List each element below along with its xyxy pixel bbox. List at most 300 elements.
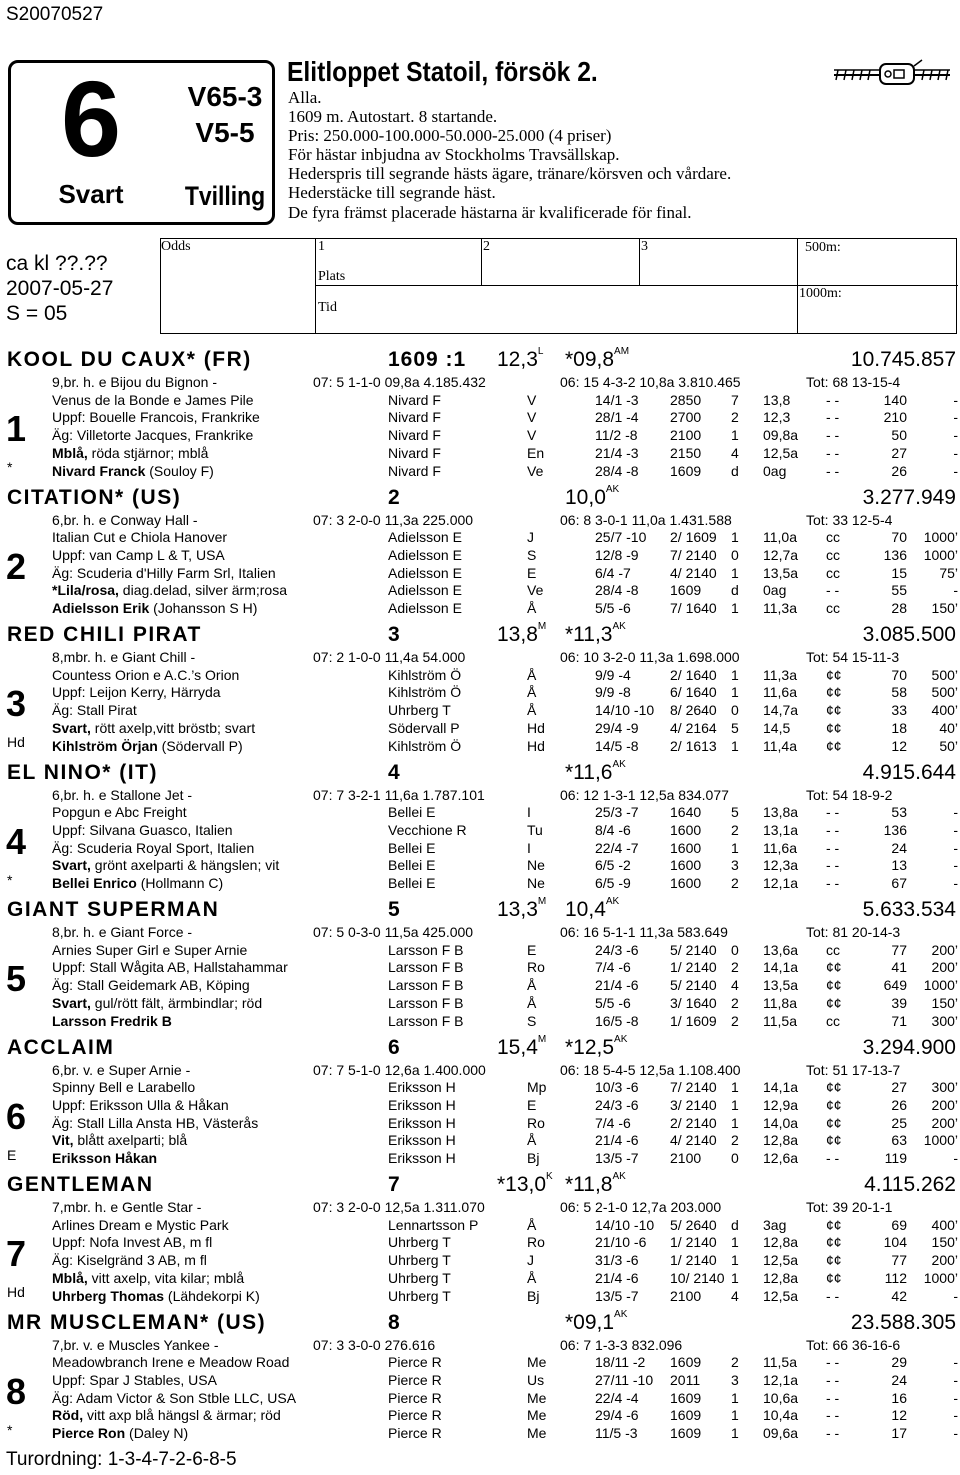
start-date: 8/4 -6 (595, 821, 631, 838)
start-shoes: - - (826, 821, 840, 838)
start-odds: 112 (884, 1269, 907, 1286)
start-odds: 53 (891, 804, 907, 821)
start-date: 28/4 -8 (595, 582, 639, 599)
horse-block (0, 1173, 960, 1311)
start-odds: 58 (891, 684, 907, 701)
start-track: Bj (527, 1287, 540, 1304)
start-distance: 7/ 1640 (670, 600, 717, 616)
start-odds: 70 (891, 666, 907, 683)
start-shoes: - - (826, 582, 840, 599)
info-line (52, 1288, 260, 1304)
start-date: 13/5 -7 (595, 1150, 639, 1166)
race-code: S20070527 (6, 4, 104, 25)
start-placing: 1 (731, 1389, 739, 1406)
start-distance: 2150 (670, 444, 702, 461)
best-auto-time (565, 1173, 626, 1197)
start-distance: 2/ 2140 (670, 1114, 717, 1131)
start-track: Å (527, 600, 537, 616)
condition-line: För hästar inbjudna av Stockholms Travsällskap. (288, 145, 620, 164)
start-time: 12,8a (763, 1132, 799, 1149)
post-distance: 2 (388, 485, 401, 509)
start-track: S (527, 1012, 537, 1029)
record-time (497, 1173, 553, 1197)
info-line (52, 942, 247, 958)
start-time: 14,1a (763, 1079, 799, 1096)
start-track: V (527, 427, 537, 444)
start-placing: 1 (731, 427, 739, 444)
info-text: vitt axp blå hängsl & ärmar; röd (83, 1407, 281, 1424)
info-line (52, 1079, 195, 1095)
total-earnings: 4.915.644 (862, 760, 956, 784)
record-time-suffix: L (537, 346, 544, 357)
info-text: Uppf: Eriksson Ulla & Håkan (52, 1096, 229, 1113)
best-auto-time-suffix: AK (612, 758, 626, 770)
info-text: Äg: Stall Lilla Ansta HB, Västerås (52, 1114, 259, 1131)
start-driver: Pierce R (388, 1425, 442, 1441)
record-time-value: *13,0 (497, 1173, 547, 1196)
start-date: 31/3 -6 (595, 1252, 639, 1269)
start-date: 21/4 -6 (595, 1132, 639, 1149)
shoe-code: Hd (7, 1284, 25, 1300)
start-distance: 7/ 2140 (670, 1079, 717, 1096)
info-text: blått axelparti; blå (73, 1132, 188, 1149)
start-driver: Bellei E (388, 875, 436, 891)
start-distance: 1609 (670, 1425, 702, 1441)
info-text: Uppf: Stall Wågita AB, Hallstahammar (52, 959, 288, 976)
start-date: 10/3 -6 (595, 1079, 639, 1096)
start-date: 5/5 -6 (595, 994, 631, 1011)
lane-number: 3 (6, 683, 27, 724)
start-time: 12,5a (763, 1287, 799, 1304)
start-odds: 15 (891, 564, 907, 581)
lane-number: 4 (6, 820, 27, 862)
total-earnings: 23.588.305 (850, 1310, 956, 1334)
start-distance: 1609 (670, 1389, 702, 1406)
start-time: 14,7a (763, 702, 799, 719)
race-title: Elitloppet Statoil, försök 2. (287, 56, 598, 87)
info-text: Arlines Dream e Mystic Park (52, 1216, 229, 1233)
start-placing: 1 (731, 1079, 739, 1096)
start-prize: - (953, 1407, 958, 1424)
start-time: 11,6a (763, 684, 797, 701)
info-line (52, 995, 262, 1011)
start-prize: 200’ (931, 941, 958, 958)
start-driver: Uhrberg T (388, 1287, 451, 1304)
stats-total: Tot: 54 18-9-2 (806, 786, 893, 803)
start-prize: 150’ (931, 1234, 958, 1251)
start-track: Me (527, 1407, 547, 1424)
start-time: 12,3 (763, 409, 791, 426)
info-text: Venus de la Bonde e James Pile (52, 391, 254, 408)
start-track: I (527, 839, 531, 856)
start-distance: 2100 (670, 1150, 702, 1166)
start-time: 12,8a (763, 1234, 799, 1251)
start-track: S (527, 546, 537, 563)
start-prize: 400’ (931, 702, 958, 719)
lane-number: 1 (6, 408, 27, 449)
start-prize: 500’ (931, 684, 958, 701)
start-shoes: cc (826, 1012, 840, 1029)
start-distance: 4/ 2164 (670, 719, 717, 736)
start-time: 09,6a (763, 1425, 799, 1441)
start-track: En (527, 444, 545, 461)
start-distance: 3/ 1640 (670, 994, 717, 1011)
start-odds: 33 (891, 702, 907, 719)
start-shoes: ¢¢ (826, 1114, 842, 1131)
stats-total: Tot: 54 15-11-3 (806, 649, 900, 665)
start-distance: 1609 (670, 1407, 702, 1424)
info-text: Äg: Villetorte Jacques, Frankrike (52, 427, 254, 444)
stats-total: Tot: 51 17-13-7 (806, 1061, 901, 1078)
start-date: 29/4 -9 (595, 719, 639, 736)
start-odds: 210 (883, 409, 907, 426)
info-text: Countess Orion e A.C.’s Orion (52, 666, 240, 683)
result-table (160, 238, 957, 334)
start-prize: - (953, 857, 958, 874)
info-line (52, 565, 276, 581)
info-line (52, 374, 217, 390)
info-text: Uppf: Nofa Invest AB, m fl (52, 1234, 213, 1251)
start-driver: Kihlström Ö (388, 666, 462, 683)
start-prize: 400’ (931, 1216, 958, 1233)
info-text: Popgun e Abc Freight (52, 804, 187, 821)
start-shoes: ¢¢ (826, 977, 842, 994)
info-text: 8,br. h. e Giant Force - (52, 924, 193, 940)
place-1-label: 1 (318, 239, 325, 254)
info-line (52, 667, 239, 683)
start-prize: 1000’ (923, 1132, 958, 1149)
stats-current-year: 07: 5 1-1-0 09,8a 4.185.432 (313, 374, 486, 390)
start-placing: 1 (731, 1425, 739, 1441)
start-odds: 27 (891, 1079, 907, 1096)
stats-last-year: 06: 5 2-1-0 12,7a 203.000 (560, 1199, 722, 1215)
start-track: Å (527, 702, 537, 719)
start-time: 11,6a (763, 839, 797, 856)
info-line (52, 392, 254, 408)
start-track: J (527, 1252, 534, 1269)
start-driver: Vecchione R (388, 821, 467, 838)
info-text: (Daley N) (125, 1425, 189, 1441)
start-track: Ro (527, 1114, 545, 1131)
start-placing: 2 (731, 409, 739, 426)
start-driver: Larsson F B (388, 994, 464, 1011)
start-time: 13,6a (763, 941, 799, 958)
start-distance: 1600 (670, 839, 702, 856)
start-track: Å (527, 977, 537, 994)
start-distance: 1/ 2140 (670, 1234, 717, 1251)
info-text: Arnies Super Girl e Super Arnie (52, 941, 248, 958)
start-driver: Adielsson E (388, 546, 462, 563)
info-line (52, 445, 208, 461)
start-prize: 200’ (931, 1114, 958, 1131)
shoe-code: * (7, 459, 13, 475)
start-distance: 2700 (670, 409, 702, 426)
start-prize: - (953, 444, 958, 461)
info-text: Uppf: Silvana Guasco, Italien (52, 821, 233, 838)
start-date: 25/7 -10 (595, 529, 647, 546)
info-bold: Adielsson Erik (52, 600, 150, 616)
start-placing: 1 (731, 1269, 739, 1286)
start-shoes: ¢¢ (826, 1096, 842, 1113)
start-time: 10,6a (763, 1389, 799, 1406)
info-line (52, 547, 225, 563)
horse-name: GIANT SUPERMAN (7, 898, 220, 921)
info-line (52, 702, 137, 718)
start-shoes: ¢¢ (826, 666, 842, 683)
info-line (52, 875, 223, 891)
info-text: Uppf: Spar J Stables, USA (52, 1371, 217, 1388)
start-odds: 27 (891, 444, 907, 461)
start-shoes: cc (826, 564, 840, 581)
start-odds: 63 (891, 1132, 907, 1149)
record-time-suffix: K (546, 1171, 553, 1182)
best-auto-time (565, 898, 619, 922)
start-prize: - (953, 821, 958, 838)
start-driver: Uhrberg T (388, 702, 451, 719)
start-odds: 649 (883, 977, 907, 994)
info-text: 6,br. h. e Stallone Jet - (52, 786, 193, 803)
odds-label: Odds (161, 239, 191, 254)
shoe-code: E (7, 1146, 17, 1163)
start-time: 14,1a (763, 959, 799, 976)
start-time: 12,9a (763, 1096, 799, 1113)
info-line (52, 1062, 190, 1078)
start-odds: 77 (891, 1252, 907, 1269)
start-time: ca kl ??.?? (6, 252, 108, 275)
start-placing: 1 (731, 1234, 739, 1251)
start-date: 21/4 -6 (595, 977, 639, 994)
best-auto-time (565, 348, 629, 372)
info-text: Äg: Adam Victor & Son Stble LLC, USA (52, 1389, 297, 1406)
info-line (52, 529, 227, 545)
start-time: 12,3a (763, 857, 799, 874)
record-time-suffix: M (537, 621, 547, 632)
start-prize: - (953, 1371, 958, 1388)
start-shoes: ¢¢ (826, 1234, 842, 1251)
condition-line: Pris: 250.000-100.000-50.000-25.000 (4 priser) (288, 126, 612, 145)
start-driver: Eriksson H (388, 1150, 456, 1166)
start-shoes: - - (826, 409, 840, 426)
start-date: 25/3 -7 (595, 804, 639, 821)
condition-line: De fyra främst placerade hästarna är kvalificerade för final. (288, 203, 692, 222)
start-distance: 2/ 1613 (670, 737, 717, 754)
info-text: Meadowbranch Irene e Meadow Road (52, 1354, 290, 1371)
info-text: gul/rött fält, ärmbindlar; röd (90, 994, 263, 1011)
start-odds: 17 (891, 1425, 907, 1441)
start-placing: d (731, 582, 739, 599)
info-text: Uppf: Leijon Kerry, Härryda (52, 684, 221, 701)
info-bold: Pierce Ron (52, 1425, 126, 1441)
start-placing: 0 (731, 546, 739, 563)
total-earnings: 3.085.500 (862, 623, 956, 646)
start-date: 7/4 -6 (595, 1114, 631, 1131)
start-distance: 5/ 2640 (670, 1216, 717, 1233)
start-distance: 2/ 1640 (670, 666, 717, 683)
best-auto-time-value: *12,5 (565, 1035, 615, 1059)
start-prize: - (953, 409, 958, 426)
start-track: J (527, 529, 534, 546)
start-distance: 1609 (670, 1354, 702, 1371)
start-date: 14/1 -3 (595, 391, 639, 408)
info-line (52, 1372, 217, 1388)
start-odds: 39 (891, 994, 907, 1011)
info-line (52, 1234, 212, 1250)
stats-last-year: 06: 8 3-0-1 11,0a 1.431.588 (560, 511, 732, 528)
start-prize: - (953, 1425, 958, 1441)
start-shoes: ¢¢ (826, 1216, 842, 1233)
info-line (52, 1270, 244, 1286)
start-time: 11,3a (763, 600, 797, 616)
start-placing: 1 (731, 684, 739, 701)
start-date: 14/10 -10 (595, 1216, 655, 1233)
stats-current-year: 07: 3 3-0-0 276.616 (313, 1336, 436, 1353)
info-line (52, 463, 214, 479)
start-date: 16/5 -8 (595, 1012, 639, 1029)
start-distance: 2011 (670, 1371, 701, 1388)
start-track: Å (527, 1269, 537, 1286)
info-line (52, 840, 254, 856)
start-distance: 1609 (670, 582, 702, 599)
start-shoes: ¢¢ (826, 719, 842, 736)
start-date: 11/5 -3 (595, 1425, 638, 1441)
best-auto-time (565, 623, 626, 647)
stats-current-year: 07: 2 1-0-0 11,4a 54.000 (313, 649, 466, 665)
start-prize: 150’ (931, 600, 958, 616)
start-odds: 119 (884, 1150, 907, 1166)
best-auto-time-value: 10,4 (565, 898, 606, 921)
start-odds: 12 (891, 737, 907, 754)
game-type-v5: V5-5 (195, 117, 255, 148)
start-track: Us (527, 1371, 545, 1388)
post-distance: 7 (388, 1173, 401, 1196)
horse-block (0, 1308, 960, 1449)
info-line (52, 512, 198, 528)
start-date: 27/11 -10 (595, 1371, 654, 1388)
info-text: (Lähdekorpi K) (164, 1287, 260, 1304)
start-distance: 1600 (670, 875, 702, 891)
info-line (52, 924, 192, 940)
start-prize: 75’ (939, 564, 958, 581)
place-2-label: 2 (483, 239, 490, 254)
start-shoes: - - (826, 1371, 840, 1388)
start-track: V (527, 409, 537, 426)
info-line (52, 1407, 281, 1423)
start-placing: 4 (731, 1287, 739, 1304)
start-placing: 1 (731, 839, 739, 856)
info-line (52, 738, 243, 754)
info-text: Äg: Stall Geidemark AB, Köping (52, 977, 250, 994)
horse-name: EL NINO* (IT) (7, 760, 158, 784)
start-distance: 10/ 2140 (670, 1269, 725, 1286)
start-time: 12,1a (763, 875, 799, 891)
info-line (52, 977, 250, 993)
start-placing: 1 (731, 666, 739, 683)
start-prize: 1000’ (923, 546, 958, 563)
start-shoes: ¢¢ (826, 702, 842, 719)
info-line (52, 1354, 289, 1370)
start-prize: - (953, 582, 958, 599)
horse-block (0, 758, 960, 899)
info-text: 7,br. v. e Muscles Yankee - (52, 1336, 219, 1353)
start-placing: 1 (731, 1114, 739, 1131)
start-distance: 7/ 2140 (670, 546, 717, 563)
info-line (52, 787, 192, 803)
start-placing: 2 (731, 1132, 739, 1149)
start-driver: Kihlström Ö (388, 737, 462, 754)
start-date: 12/8 -9 (595, 546, 639, 563)
start-driver: Nivard F (388, 444, 441, 461)
start-distance: 1600 (670, 821, 702, 838)
start-track: Ve (527, 582, 544, 599)
info-line (52, 600, 257, 616)
start-placing: 1 (731, 1252, 739, 1269)
start-driver: Uhrberg T (388, 1252, 451, 1269)
stats-last-year: 06: 10 3-2-0 11,3a 1.698.000 (560, 649, 740, 665)
start-placing: 1 (731, 529, 739, 546)
best-auto-time (565, 1033, 628, 1060)
start-date: 13/5 -7 (595, 1287, 639, 1304)
start-shoes: ¢¢ (826, 1269, 842, 1286)
start-prize: 500’ (931, 666, 958, 683)
start-time: 12,8a (763, 1269, 799, 1286)
starting-gate-icon (832, 58, 952, 92)
record-time-value: 12,3 (497, 348, 538, 371)
start-track: E (527, 564, 537, 581)
info-text: 8,mbr. h. e Giant Chill - (52, 649, 196, 665)
start-date: 21/4 -3 (595, 444, 639, 461)
start-odds: 42 (891, 1287, 907, 1304)
start-odds: 26 (891, 462, 907, 479)
best-auto-time-suffix: AK (614, 1033, 628, 1045)
best-auto-time-suffix: AM (614, 346, 630, 357)
start-shoes: ¢¢ (826, 1132, 842, 1149)
start-driver: Adielsson E (388, 600, 462, 616)
start-time: 14,5 (763, 719, 791, 736)
start-driver: Larsson F B (388, 977, 464, 994)
info-bold: Svart, (52, 857, 91, 874)
start-odds: 26 (891, 1096, 907, 1113)
best-auto-time-suffix: AK (612, 1171, 626, 1182)
info-bold: Uhrberg Thomas (52, 1287, 165, 1304)
start-track: Ve (527, 462, 544, 479)
info-line (52, 804, 187, 820)
info-text: (Södervall P) (157, 737, 243, 754)
lane-box (8, 60, 275, 225)
best-auto-time-suffix: AK (605, 896, 620, 907)
start-date: 6/4 -7 (595, 564, 631, 581)
lane-color: Svart (58, 179, 124, 209)
start-shoes: - - (826, 1389, 840, 1406)
info-text: (Johansson S H) (149, 600, 258, 616)
best-auto-time-value: *09,1 (565, 1310, 615, 1334)
stats-current-year: 07: 5 0-3-0 11,5a 425.000 (313, 924, 474, 940)
stats-total: Tot: 39 20-1-1 (806, 1199, 893, 1215)
start-driver: Pierce R (388, 1354, 442, 1371)
info-text: grönt axelparti & hängslen; vit (90, 857, 280, 874)
info-text: Äg: Scuderia d'Hilly Farm Srl, Italien (52, 564, 276, 581)
start-placing: 1 (731, 737, 739, 754)
info-line (52, 1390, 296, 1406)
start-time: 12,7a (763, 546, 799, 563)
info-line (52, 1013, 172, 1029)
record-time-suffix: M (537, 896, 547, 907)
post-distance: 6 (388, 1035, 401, 1059)
start-time: 12,1a (763, 1371, 799, 1388)
start-driver: Pierce R (388, 1371, 442, 1388)
stats-current-year: 07: 3 2-0-0 11,3a 225.000 (313, 511, 474, 528)
start-odds: 12 (891, 1407, 907, 1424)
stats-current-year: 07: 7 3-2-1 11,6a 1.787.101 (313, 786, 485, 803)
